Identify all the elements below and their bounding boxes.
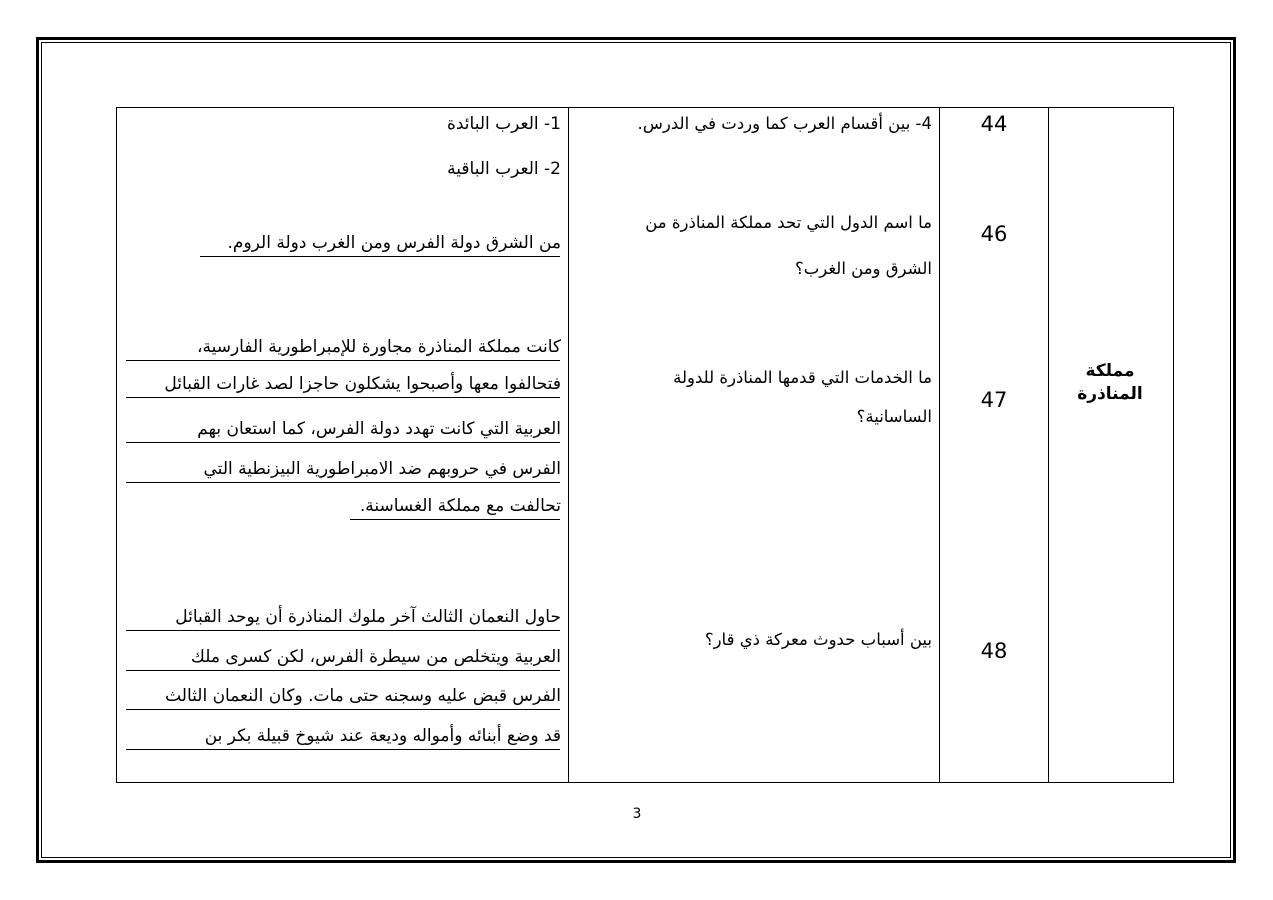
answer-line: 1- العرب البائدة — [446, 114, 561, 134]
answer-underline — [350, 519, 560, 520]
answer-underline — [126, 670, 560, 671]
question-number: 46 — [980, 222, 1008, 246]
question-number: 44 — [980, 112, 1008, 136]
answer-line: الفرس في حروبهم ضد الامبراطورية البيزنطية التي — [203, 459, 561, 479]
answer-line: الفرس قبض عليه وسجنه حتى مات. وكان النعمان الثالث — [165, 686, 561, 706]
question-text: ما اسم الدول التي تحد مملكة المناذرة من — [645, 213, 932, 232]
answer-underline — [126, 360, 560, 361]
question-number: 48 — [980, 639, 1008, 663]
question-text: ما الخدمات التي قدمها المناذرة للدولة — [673, 368, 932, 387]
answer-line: من الشرق دولة الفرس ومن الغرب دولة الروم. — [227, 233, 561, 253]
question-text: بين أسباب حدوث معركة ذي قار؟ — [704, 630, 932, 649]
column-divider-number — [1048, 107, 1049, 783]
column-divider-question — [939, 107, 940, 783]
answer-line: قد وضع أبنائه وأمواله وديعة عند شيوخ قبيلة بكر بن — [204, 726, 561, 746]
answer-underline — [126, 630, 560, 631]
question-text: الساسانية؟ — [856, 407, 932, 426]
column-divider-answer — [568, 107, 569, 783]
answer-line: فتحالفوا معها وأصبحوا يشكلون حاجزا لصد غارات القبائل — [164, 374, 561, 394]
page-number: 3 — [632, 806, 642, 822]
answer-underline — [126, 482, 560, 483]
answer-line: تحالفت مع مملكة الغساسنة. — [359, 496, 561, 516]
answer-line: العربية ويتخلص من سيطرة الفرس، لكن كسرى ملك — [190, 647, 561, 667]
answer-line: كانت مملكة المناذرة مجاورة للإمبراطورية الفارسية، — [197, 337, 561, 357]
answer-underline — [126, 709, 560, 710]
answer-underline — [126, 397, 560, 398]
question-text: 4- بين أقسام العرب كما وردت في الدرس. — [637, 114, 932, 133]
answer-line: العربية التي كانت تهدد دولة الفرس، كما استعان بهم — [197, 419, 561, 439]
questions-table — [116, 107, 1174, 783]
answer-underline — [126, 442, 560, 443]
question-text: الشرق ومن الغرب؟ — [794, 259, 932, 278]
question-number: 47 — [980, 388, 1008, 412]
answer-line: 2- العرب الباقية — [447, 159, 561, 179]
topic-label: مملكة المناذرة — [1077, 361, 1143, 404]
answer-underline — [200, 256, 560, 257]
answer-underline — [126, 749, 560, 750]
answer-line: حاول النعمان الثالث آخر ملوك المناذرة أن يوحد القبائل — [175, 607, 561, 627]
